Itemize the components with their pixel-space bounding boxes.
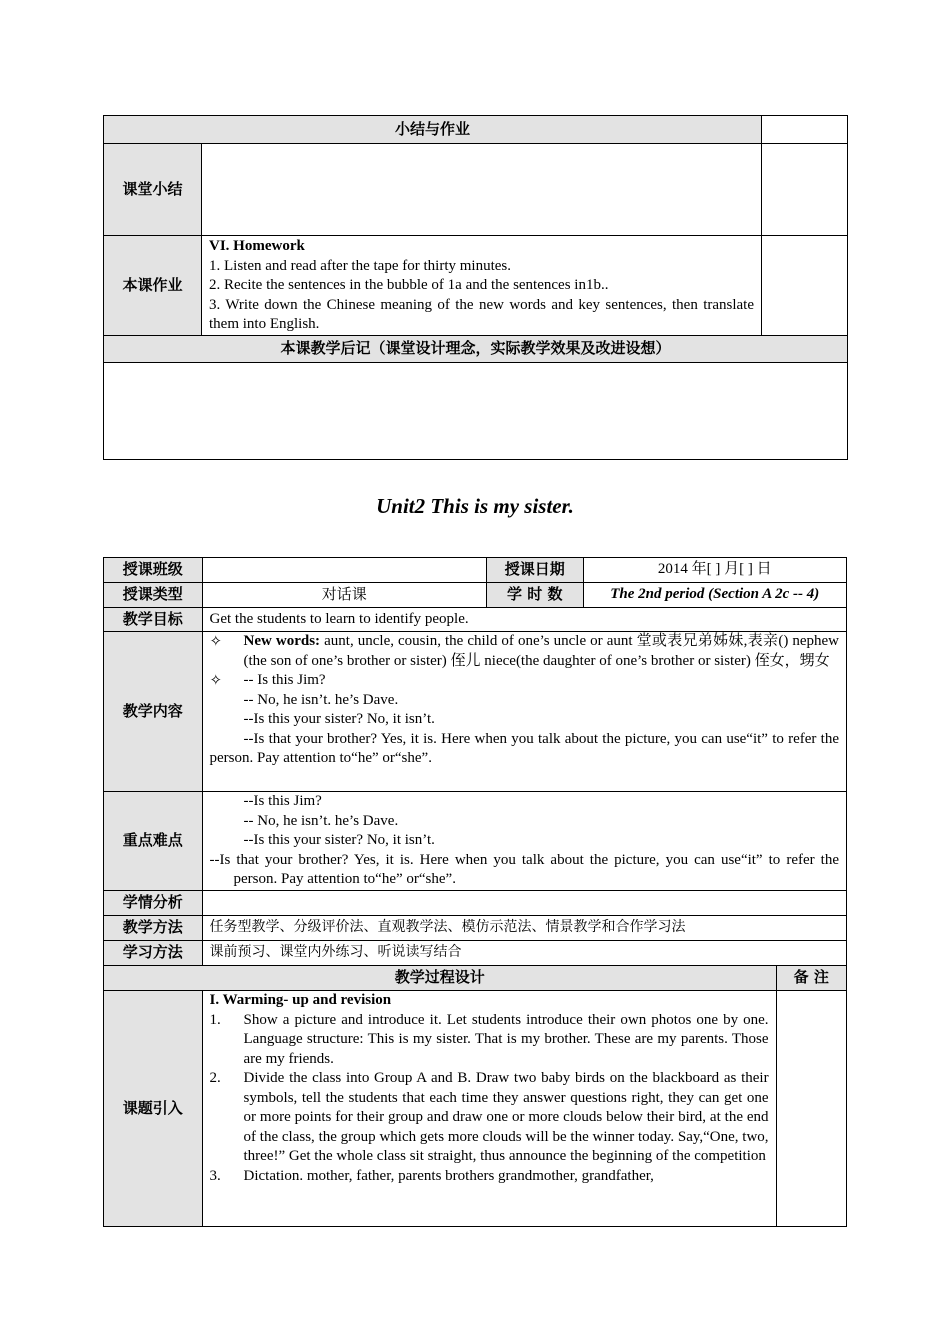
key-line: --Is that your brother? Yes, it is. Here when you talk about the picture, you can use“it” to refer the person. Pay attention to“he” or“she”. bbox=[209, 851, 839, 887]
content-new-words bbox=[210, 632, 839, 671]
goal-label: 教学目标 bbox=[104, 608, 203, 632]
content-label: 教学内容 bbox=[104, 632, 203, 792]
homework-label: 本课作业 bbox=[104, 236, 202, 336]
date-label: 授课日期 bbox=[487, 558, 584, 583]
warmup-item-number: 1. bbox=[209, 1011, 221, 1028]
warmup-item bbox=[210, 1069, 769, 1167]
warmup-item-text: Dictation. mother, father, parents brothers grandmother, grandfather, bbox=[243, 1167, 654, 1184]
analysis-label: 学情分析 bbox=[104, 891, 203, 916]
summary-header: 小结与作业 bbox=[104, 116, 762, 144]
class-summary-value bbox=[202, 144, 762, 236]
content-line: -- No, he isn’t. he’s Dave. bbox=[243, 691, 399, 708]
class-value bbox=[202, 558, 487, 583]
analysis-value bbox=[202, 891, 846, 916]
class-label: 授课班级 bbox=[104, 558, 203, 583]
homework-title: VI. Homework bbox=[209, 238, 305, 254]
content-line: --Is this your sister? No, it isn’t. bbox=[243, 711, 435, 727]
method-value: 任务型教学、分级评价法、直观教学法、模仿示范法、情景教学和合作学习法 bbox=[202, 916, 846, 941]
content-body bbox=[202, 632, 846, 792]
key-line: -- No, he isn’t. he’s Dave. bbox=[243, 812, 399, 829]
homework-item: 3. Write down the Chinese meaning of the new words and key sentences, then translate them into English. bbox=[209, 296, 755, 332]
period-label: 学 时 数 bbox=[487, 583, 584, 608]
key-line: --Is this your sister? No, it isn’t. bbox=[243, 832, 435, 848]
reflection-body bbox=[104, 362, 848, 459]
summary-table bbox=[103, 115, 848, 460]
type-label: 授课类型 bbox=[104, 583, 203, 608]
reflection-header: 本课教学后记（课堂设计理念，实际教学效果及改进设想） bbox=[104, 335, 848, 362]
diamond-bullet-icon: ✧ bbox=[209, 671, 223, 689]
warmup-item bbox=[210, 1167, 769, 1187]
homework-notes bbox=[762, 236, 848, 336]
warmup-item-number: 2. bbox=[209, 1070, 221, 1086]
process-header: 教学过程设计 bbox=[104, 966, 777, 991]
homework-item: 1. Listen and read after the tape for thirty minutes. bbox=[209, 257, 511, 274]
warmup-item bbox=[210, 1011, 769, 1070]
new-words-text: aunt, uncle, cousin, the child of one’s uncle or aunt 堂或表兄弟姊妹,表亲() nephew (the son of one’s brother or sister) 侄儿 niece(the daughter of one’s brother or sister) 侄女，甥女 bbox=[243, 633, 840, 669]
class-summary-label: 课堂小结 bbox=[104, 144, 202, 236]
warmup-item-text: Divide the class into Group A and B. Draw two baby birds on the blackboard as their symbols, tell the students that each time they answer questions right, they can get one or more points for their group and draw one or more clouds below their bird, at the end of the class, the group which gets more clouds will be the winner today. Say,“One, two, three!” Get the whole class sit straight, thus announce the beginning of the competition bbox=[243, 1070, 769, 1164]
intro-notes bbox=[776, 991, 846, 1227]
method-label: 教学方法 bbox=[104, 916, 203, 941]
new-words-label: New words: bbox=[243, 633, 321, 649]
content-line: -- Is this Jim? bbox=[243, 672, 326, 688]
key-body bbox=[202, 792, 846, 891]
study-value: 课前预习、课堂内外练习、听说读写结合 bbox=[202, 941, 846, 966]
goal-value: Get the students to learn to identify people. bbox=[202, 608, 846, 632]
intro-body bbox=[202, 991, 776, 1227]
date-value: 2014 年[ ] 月[ ] 日 bbox=[583, 558, 846, 583]
unit-title: Unit2 This is my sister. bbox=[376, 494, 574, 518]
class-summary-notes bbox=[762, 144, 848, 236]
type-value: 对话课 bbox=[202, 583, 487, 608]
study-label: 学习方法 bbox=[104, 941, 203, 966]
diamond-bullet-icon: ✧ bbox=[209, 632, 223, 650]
lesson-table bbox=[103, 557, 847, 1227]
homework-item: 2. Recite the sentences in the bubble of 1a and the sentences in1b.. bbox=[209, 277, 609, 293]
period-value: The 2nd period (Section A 2c -- 4) bbox=[583, 583, 846, 608]
key-line: --Is this Jim? bbox=[243, 793, 322, 809]
warmup-item-number: 3. bbox=[209, 1167, 221, 1184]
notes-header: 备 注 bbox=[776, 966, 846, 991]
homework-content bbox=[202, 236, 762, 336]
warmup-item-text: Show a picture and introduce it. Let students introduce their own photos one by one. Language structure: This is my sister. That is my brother. These are my parents. Those are my friends. bbox=[243, 1011, 769, 1067]
intro-label: 课题引入 bbox=[104, 991, 203, 1227]
key-label: 重点难点 bbox=[104, 792, 203, 891]
content-dialogue bbox=[210, 671, 839, 691]
summary-header-notes bbox=[762, 116, 848, 144]
warmup-title: I. Warming- up and revision bbox=[209, 992, 392, 1008]
content-line: --Is that your brother? Yes, it is. Here when you talk about the picture, you can use“it” to refer the person. Pay attention to“he” or“she”. bbox=[209, 730, 839, 766]
